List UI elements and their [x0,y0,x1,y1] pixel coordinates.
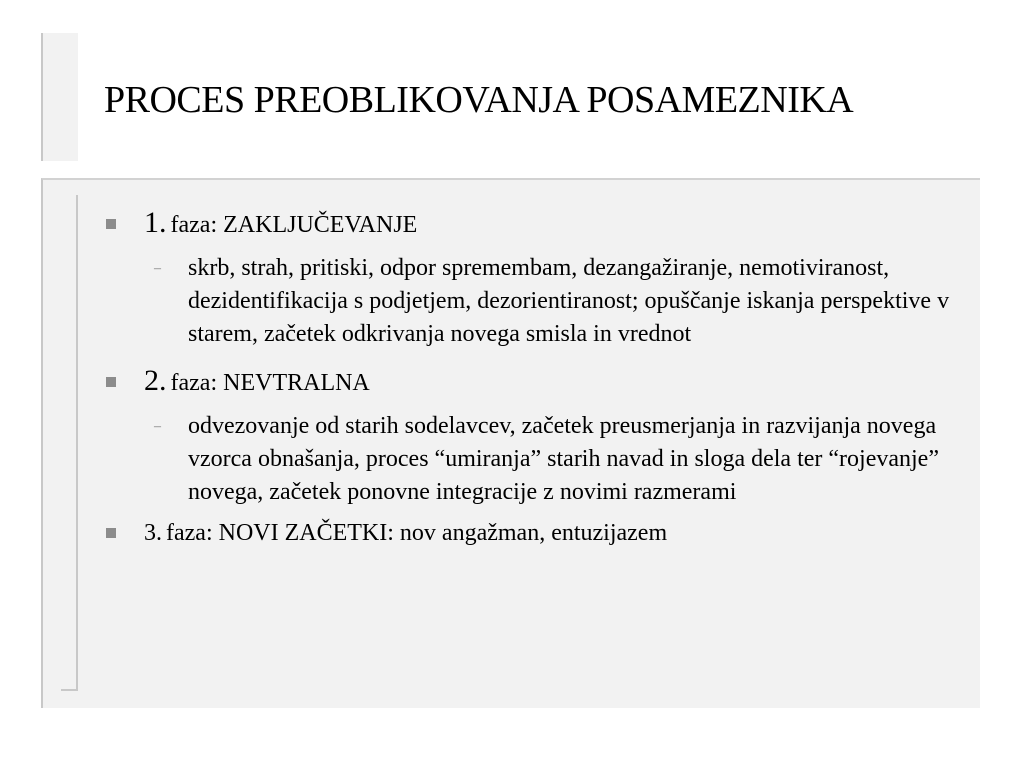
phase-number: 3. [144,520,162,546]
dash-bullet-icon: – [154,261,161,276]
phase-label: faza: NOVI ZAČETKI: nov angažman, entuzijazem [166,520,668,546]
body-accent-rule [61,195,78,691]
sub-item-phase-2 [104,410,964,509]
square-bullet-icon [106,377,116,387]
list-item-phase-1 [104,205,964,246]
list-item-phase-3 [104,517,964,552]
sub-item-text: odvezovanje od starih sodelavcev, začetek preusmerjanja in razvijanja novega vzorca obnašanja, proces “umiranja” starih navad in sloga dela ter “rojevanje” novega, začetek ponovne integracije z novimi razmerami [188,413,939,505]
square-bullet-icon [106,528,116,538]
phase-number: 2. [144,364,167,397]
slide-title: PROCES PREOBLIKOVANJA POSAMEZNIKA [104,79,854,121]
dash-bullet-icon: – [154,419,161,434]
title-accent-bar [41,33,78,161]
phase-label: faza: NEVTRALNA [170,370,370,396]
sub-item-text: skrb, strah, pritiski, odpor spremembam, dezangažiranje, nemotiviranost, dezidentifikacija s podjetjem, dezorientiranost; opuščanje iskanja perspektive v starem, začetek odkrivanja novega smisla in vrednot [188,255,950,347]
phase-label: faza: ZAKLJUČEVANJE [170,212,418,238]
list-item-phase-2 [104,363,964,404]
square-bullet-icon [106,219,116,229]
phase-number: 1. [144,206,167,239]
sub-item-phase-1 [104,252,964,351]
slide-content [104,205,964,552]
